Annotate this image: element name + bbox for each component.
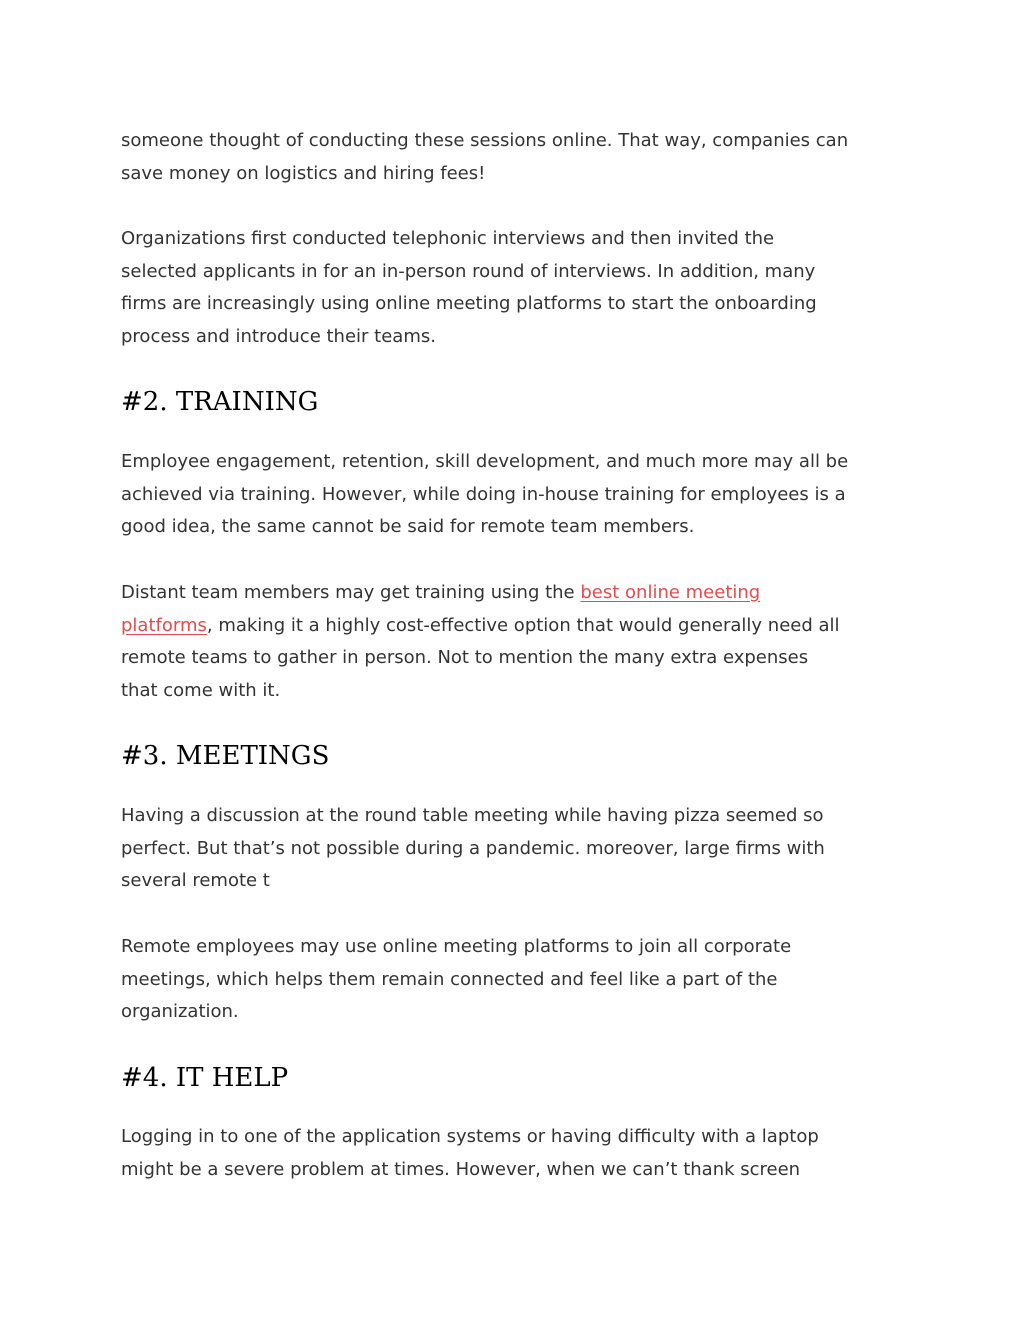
text-line: Employee engagement, retention, skill development, and much more may all be [121,451,849,472]
paragraph-remote-employees [121,931,911,1029]
text-line: that come with it. [121,680,281,702]
text-line [121,610,911,643]
text-line: Having a discussion at the round table meeting while having pizza seemed so [121,805,824,826]
text-line: might be a severe problem at times. However, when we can’t thank screen [121,1158,801,1180]
heading-training: #2. TRAINING [121,387,319,417]
text-segment: Distant team members may get training using the [121,582,581,603]
best-online-meeting-platforms-link[interactable]: best online meeting [580,582,761,603]
heading-it-help: #4. IT HELP [121,1063,289,1093]
paragraph-online-sessions [121,125,911,190]
paragraph-round-table [121,800,911,898]
text-segment: , making it a highly cost-effective option that would generally need all [206,614,840,636]
paragraph-logging-in [121,1121,911,1186]
text-line: remote teams to gather in person. Not to mention the many extra expenses [121,647,809,669]
paragraph-distant-team-members [121,577,911,708]
text-line: Logging in to one of the application systems or having difficulty with a laptop [121,1126,819,1147]
text-line: several remote t [121,870,270,892]
text-line: firms are increasingly using online meeting platforms to start the onboarding [121,293,817,315]
text-line: achieved via training. However, while doing in-house training for employees is a [121,483,846,505]
paragraph-employee-engagement [121,446,911,544]
text-line: meetings, which helps them remain connected and feel like a part of the [121,968,778,990]
heading-meetings: #3. MEETINGS [121,741,330,771]
text-line: Remote employees may use online meeting platforms to join all corporate [121,936,792,957]
paragraph-telephonic-interviews [121,223,911,354]
text-line: someone thought of conducting these sessions online. That way, companies can [121,130,849,151]
text-line: good idea, the same cannot be said for remote team members. [121,516,695,538]
text-line: Organizations first conducted telephonic interviews and then invited the [121,228,775,249]
text-line: perfect. But that’s not possible during a pandemic. moreover, large firms with [121,837,825,859]
best-online-meeting-platforms-link-continued[interactable]: platforms [121,614,207,636]
text-line: selected applicants in for an in-person round of interviews. In addition, many [121,260,816,282]
text-line: process and introduce their teams. [121,326,436,348]
text-line [121,577,911,610]
text-line: save money on logistics and hiring fees! [121,162,486,184]
text-line: organization. [121,1001,239,1023]
